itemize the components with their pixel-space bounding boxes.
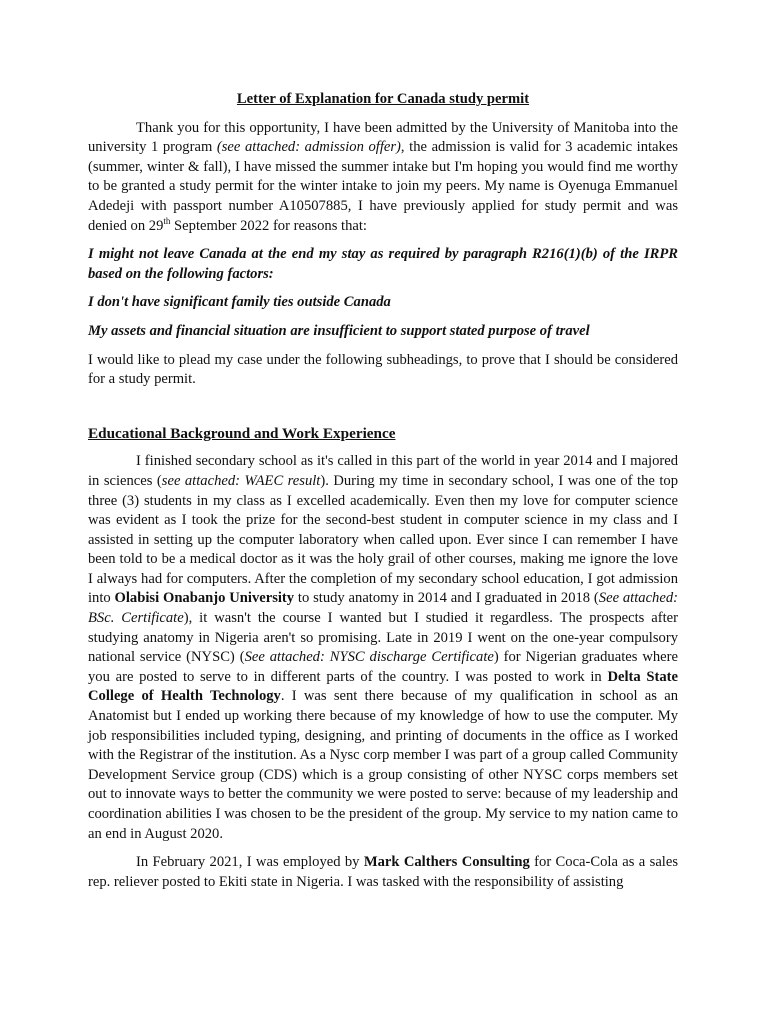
edu-college-name: Delta State College of Health Technology [88, 668, 678, 705]
document-page [88, 90, 678, 892]
refusal-reason-1: I might not leave Canada at the end my stay as required by paragraph R216(1)(b) of the IRPR based on the following factors: [88, 246, 678, 282]
edu-attachment-waec: see attached: WAEC result [161, 472, 321, 489]
intro-ordinal-suffix: th [163, 215, 171, 226]
edu-text-1: I finished secondary school as it's called in this part of the world in year 2014 and I majored in sciences ( [88, 453, 678, 489]
intro-text-2: , the admission is valid for 3 academic intakes (summer, winter & fall), I have missed the summer intake but I'm hoping you would find me worthy to be granted a study permit for the winter intake to join my peers. My name is Oyenuga Emmanuel Adedeji with passport number A10507885, I have previously applied for study permit and was denied on 29 [88, 139, 678, 234]
edu-attachment-bsc: See attached: BSc. Certificate [88, 590, 678, 627]
work-employer-name: Mark Calthers Consulting [363, 854, 530, 871]
refusal-reason-3: My assets and financial situation are insufficient to support stated purpose of travel [88, 322, 590, 339]
intro-text-3: September 2022 for reasons that: [170, 217, 367, 234]
document-title: Letter of Explanation for Canada study permit [236, 91, 530, 107]
edu-text-5: ) for Nigerian graduates where you are posted to serve to in different parts of the country. I was posted to work in [88, 649, 678, 685]
edu-university-name: Olabisi Onabanjo University [114, 590, 295, 607]
section-heading-education: Educational Background and Work Experience [88, 424, 396, 442]
intro-text-1: Thank you for this opportunity, I have been admitted by the University of Manitoba into the university 1 program [88, 119, 678, 156]
intro-paragraph [88, 119, 678, 237]
plead-paragraph: I would like to plead my case under the following subheadings, to prove that I should be considered for a study permit. [88, 351, 678, 388]
edu-text-3: to study anatomy in 2014 and I graduated in 2018 ( [294, 590, 599, 607]
edu-text-2: ). During my time in secondary school, I was one of the top three (3) students in my class as I excelled academically. Even then my love for computer science was evident as I took the prize for the second-best student in computer science in my class and I assisted in setting up the computer laboratory when called upon. Ever since I can remember I have been told to be a medical doctor as it was the holy grail of other courses, making me ignore the love I always had for computers. After the completion of my secondary school education, I got admission into [88, 472, 678, 607]
work-text-2: for Coca-Cola as a sales rep. reliever posted to Ekiti state in Nigeria. I was tasked with the responsibility of assisting [88, 854, 679, 890]
edu-text-4: ), it wasn't the course I wanted but I studied it regardless. The prospects after studying anatomy in Nigeria aren't so promising. Late in 2019 I went on the one-year compulsory national service (NYSC) ( [88, 610, 678, 666]
edu-text-6: . I was sent there because of my qualification in school as an Anatomist but I ended up working there because of my knowledge of how to use the computer. My job responsibilities included typing, designing, and printing of documents in the office as I worked with the Registrar of the institution. As a Nysc corp member I was part of a group called Community Development Service group (CDS) which is a group consisting of other NYSC corps members set out to innovate ways to better the community we were posted to serve: because of my leadership and coordination abilities I was chosen to be the president of the group. My service to my nation came to an end in August 2020. [88, 688, 678, 842]
work-paragraph [88, 853, 678, 892]
work-text-1: In February 2021, I was employed by [136, 854, 364, 871]
intro-attachment-note: (see attached: admission offer) [216, 139, 401, 156]
edu-attachment-nysc: See attached: NYSC discharge Certificate [244, 649, 494, 666]
refusal-reason-2: I don't have significant family ties outside Canada [88, 294, 391, 311]
education-paragraph [88, 452, 678, 844]
